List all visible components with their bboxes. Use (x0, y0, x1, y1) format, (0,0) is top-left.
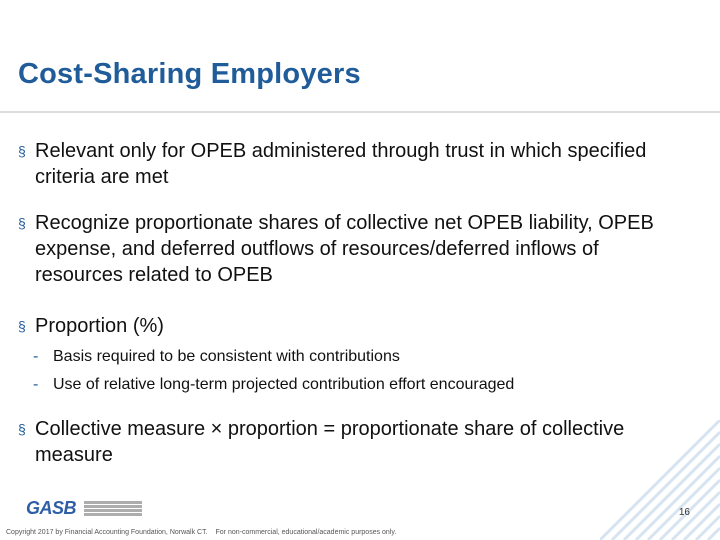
bullet-1 (18, 138, 668, 190)
sub-bullet-marker-icon: - (33, 376, 39, 393)
slide-title: Cost-Sharing Employers (18, 58, 361, 90)
bullet-text: Proportion (%) (35, 315, 164, 337)
copyright-text: Copyright 2017 by Financial Accounting Foundation, Norwalk CT. (6, 529, 208, 536)
sub-bullet-1 (33, 347, 673, 367)
corner-stripes-decoration (600, 420, 720, 540)
title-divider (0, 111, 720, 113)
usage-text: For non-commercial, educational/academic purposes only. (215, 529, 397, 536)
bullet-text: Collective measure × proportion = proportionate share of collective measure (35, 418, 625, 466)
sub-bullet-text: Use of relative long-term projected contribution effort encouraged (53, 376, 515, 393)
bullet-2 (18, 210, 668, 288)
bullet-marker-icon: § (18, 318, 26, 334)
sub-bullet-2 (33, 375, 673, 395)
bullet-3 (18, 313, 668, 339)
bullet-marker-icon: § (18, 215, 26, 231)
page-number: 16 (678, 507, 690, 518)
bullet-marker-icon: § (18, 421, 26, 437)
footer (6, 529, 402, 536)
bullet-text: Recognize proportionate shares of collective net OPEB liability, OPEB expense, and deferred outflows of resources/deferred inflows of resources related to OPEB (35, 212, 654, 286)
stripes-icon (600, 420, 720, 540)
bullet-text: Relevant only for OPEB administered through trust in which specified criteria are met (35, 140, 647, 188)
gasb-logo (26, 498, 146, 522)
logo-wordmark: GASB (26, 498, 77, 518)
sub-bullet-text: Basis required to be consistent with contributions (53, 348, 400, 365)
bullet-marker-icon: § (18, 143, 26, 159)
sub-bullet-marker-icon: - (33, 348, 39, 365)
logo-tagline-lines (84, 501, 142, 517)
bullet-4 (18, 416, 668, 468)
